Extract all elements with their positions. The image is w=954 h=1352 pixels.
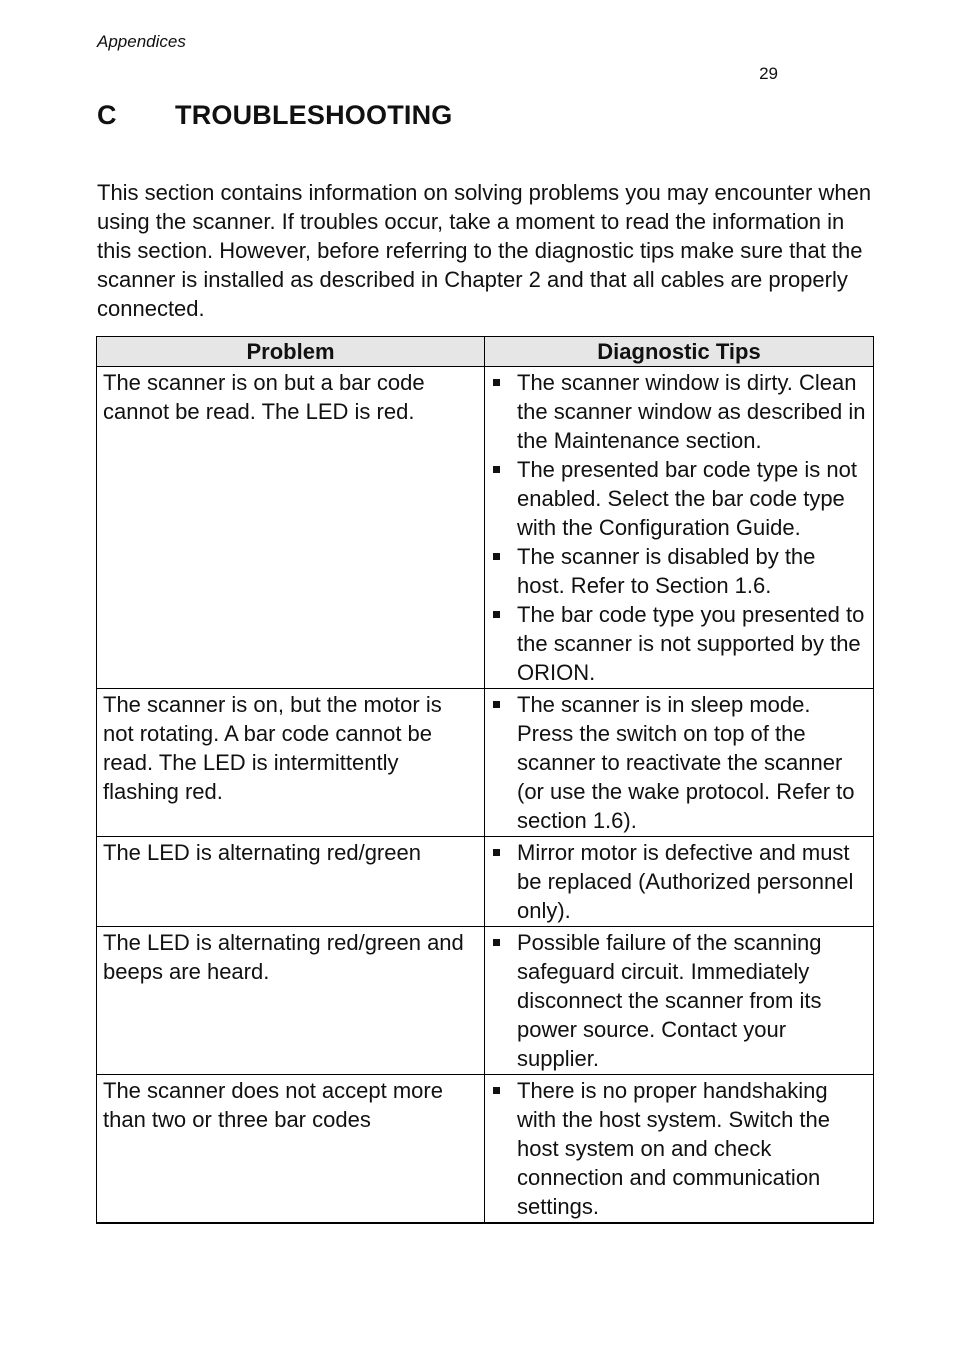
tip-text: Mirror motor is defective and must be replaced (Authorized personnel only). bbox=[517, 840, 854, 923]
tip-text: The presented bar code type is not enabled. Select the bar code type with the Configuration Guide. bbox=[517, 457, 857, 540]
table-row bbox=[97, 927, 874, 1075]
table-row bbox=[97, 1075, 874, 1224]
diagnostic-tips-cell bbox=[485, 927, 874, 1075]
square-bullet-icon bbox=[493, 466, 500, 473]
diagnostic-tips-cell bbox=[485, 689, 874, 837]
tip-item bbox=[491, 368, 867, 455]
problem-cell: The scanner is on but a bar code cannot be read. The LED is red. bbox=[97, 367, 485, 689]
square-bullet-icon bbox=[493, 553, 500, 560]
square-bullet-icon bbox=[493, 1087, 500, 1094]
section-heading bbox=[97, 100, 453, 131]
tips-list bbox=[491, 928, 867, 1073]
running-head-title: Appendices bbox=[97, 32, 186, 51]
table-row bbox=[97, 689, 874, 837]
problem-cell: The LED is alternating red/green bbox=[97, 837, 485, 927]
diagnostic-tips-cell bbox=[485, 367, 874, 689]
tip-text: The scanner is in sleep mode. Press the switch on top of the scanner to reactivate the scanner (or use the wake protocol. Refer to section 1.6). bbox=[517, 692, 855, 833]
table-row bbox=[97, 367, 874, 689]
tip-item bbox=[491, 838, 867, 925]
column-header-problem: Problem bbox=[97, 337, 485, 367]
problem-cell: The scanner is on, but the motor is not rotating. A bar code cannot be read. The LED is intermittently flashing red. bbox=[97, 689, 485, 837]
tip-item bbox=[491, 455, 867, 542]
section-title: TROUBLESHOOTING bbox=[175, 100, 453, 130]
square-bullet-icon bbox=[493, 379, 500, 386]
page-number: 29 bbox=[759, 64, 778, 83]
table-header-row bbox=[97, 337, 874, 367]
square-bullet-icon bbox=[493, 701, 500, 708]
table-row bbox=[97, 837, 874, 927]
tip-item bbox=[491, 542, 867, 600]
tip-item bbox=[491, 690, 867, 835]
tip-text: The scanner window is dirty. Clean the scanner window as described in the Maintenance section. bbox=[517, 370, 866, 453]
table-body bbox=[97, 367, 874, 1224]
tip-text: The bar code type you presented to the scanner is not supported by the ORION. bbox=[517, 602, 865, 685]
tips-list bbox=[491, 1076, 867, 1221]
square-bullet-icon bbox=[493, 939, 500, 946]
tips-list bbox=[491, 368, 867, 687]
square-bullet-icon bbox=[493, 849, 500, 856]
tips-list bbox=[491, 690, 867, 835]
section-letter: C bbox=[97, 100, 117, 130]
tips-list bbox=[491, 838, 867, 925]
diagnostic-tips-cell bbox=[485, 1075, 874, 1224]
diagnostic-tips-cell bbox=[485, 837, 874, 927]
troubleshooting-table bbox=[96, 336, 874, 1224]
problem-cell: The LED is alternating red/green and beeps are heard. bbox=[97, 927, 485, 1075]
tip-text: Possible failure of the scanning safeguard circuit. Immediately disconnect the scanner from its power source. Contact your supplier. bbox=[517, 930, 822, 1071]
tip-item bbox=[491, 600, 867, 687]
square-bullet-icon bbox=[493, 611, 500, 618]
tip-text: The scanner is disabled by the host. Refer to Section 1.6. bbox=[517, 544, 816, 598]
problem-cell: The scanner does not accept more than two or three bar codes bbox=[97, 1075, 485, 1224]
intro-paragraph: This section contains information on solving problems you may encounter when using the scanner. If troubles occur, take a moment to read the information in this section. However, before referring to the diagnostic tips make sure that the scanner is installed as described in Chapter 2 and that all cables are properly connected. bbox=[97, 180, 872, 321]
tip-text: There is no proper handshaking with the host system. Switch the host system on and check connection and communication settings. bbox=[517, 1078, 831, 1219]
running-head bbox=[97, 32, 866, 83]
column-header-diagnostic-tips: Diagnostic Tips bbox=[485, 337, 874, 367]
tip-item bbox=[491, 928, 867, 1073]
tip-item bbox=[491, 1076, 867, 1221]
